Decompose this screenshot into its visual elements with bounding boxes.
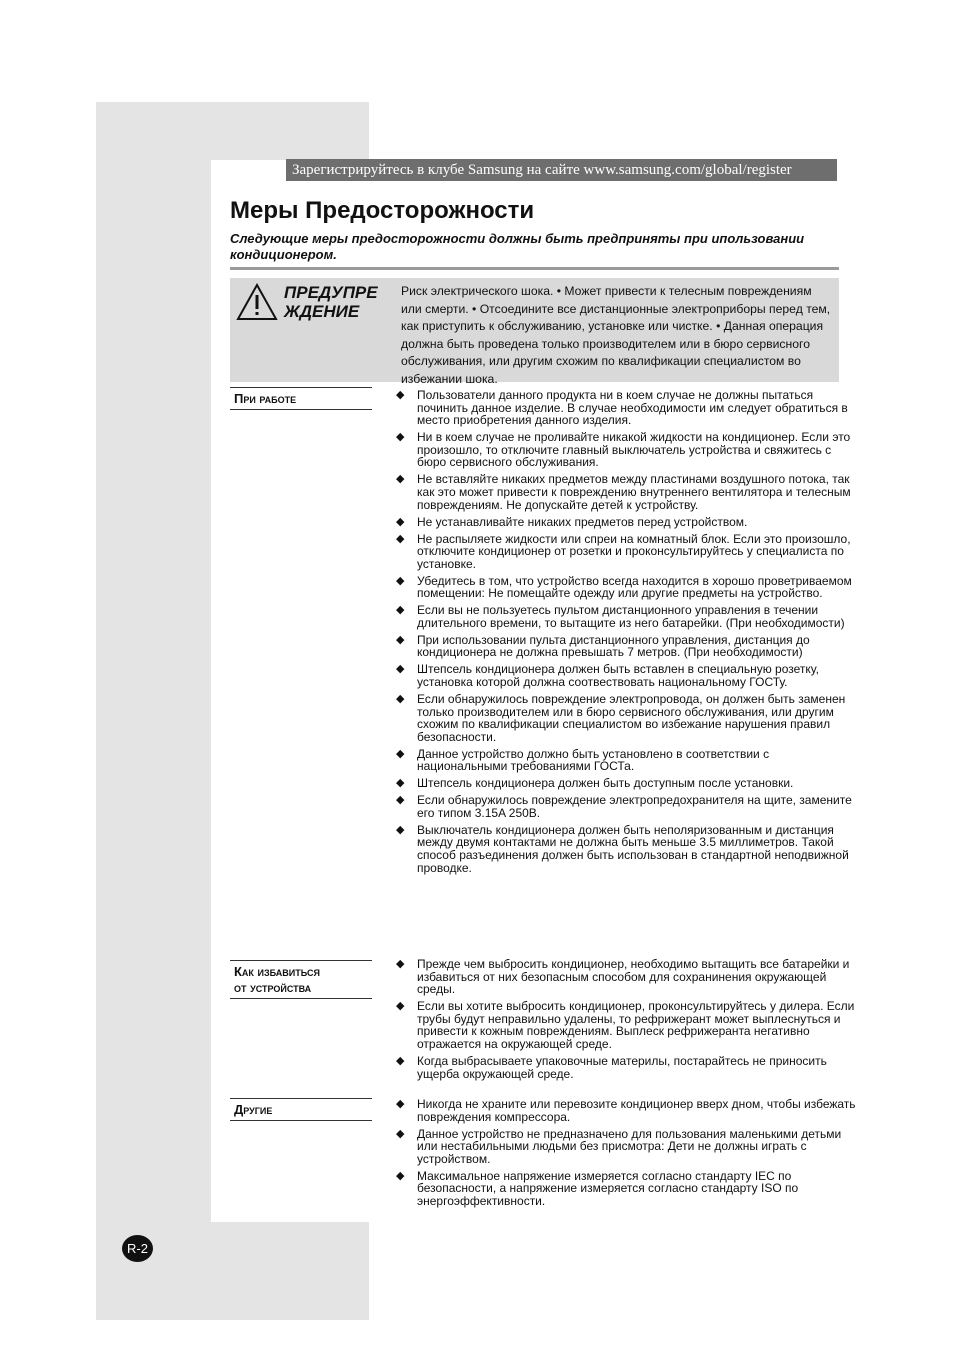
diamond-bullet-icon: ◆ [396, 1127, 405, 1140]
list-item [396, 748, 856, 773]
list-item [396, 1055, 856, 1080]
list-item-text: Штепсель кондиционера должен быть доступным после установки. [417, 776, 794, 791]
list-item [396, 777, 856, 790]
diamond-bullet-icon: ◆ [396, 692, 405, 705]
list-item-text: Ни в коем случае не проливайте никакой жидкости на кондиционер. Если это произошло, то отключите главный выключатель устройства и свяжитесь с бюро сервисного обслуживания. [417, 430, 851, 470]
diamond-bullet-icon: ◆ [396, 574, 405, 587]
other-list [396, 1098, 856, 1212]
section-heading-other: Другие [230, 1098, 372, 1121]
section-heading-disposal [230, 960, 372, 999]
list-item [396, 1170, 856, 1208]
page-subtitle: Следующие меры предосторожности должны быть предприняты при ипользовании кондиционером. [230, 231, 805, 262]
list-item [396, 794, 856, 819]
diamond-bullet-icon: ◆ [396, 747, 405, 760]
list-item-text: Прежде чем выбросить кондиционер, необходимо вытащить все батарейки и избавиться от них безопасным способом для сохранинения окружающей среды. [417, 957, 850, 997]
diamond-bullet-icon: ◆ [396, 473, 405, 486]
disposal-list [396, 958, 856, 1085]
list-item-text: Убедитесь в том, что устройство всегда находится в хорошо проветриваемом помещении: Не помещайте одежду или другие предметы на устройство. [417, 573, 852, 601]
warning-label-line2: ЖДЕНИЕ [284, 302, 360, 321]
diamond-bullet-icon: ◆ [396, 515, 405, 528]
diamond-bullet-icon: ◆ [396, 389, 405, 401]
list-item [396, 473, 856, 511]
list-item-text: Никогда не храните или перевозите кондиционер вверх дном, чтобы избежать повреждения компрессора. [417, 1097, 856, 1124]
list-item-text: Не устанавливайте никаких предметов перед устройством. [417, 514, 748, 529]
warning-label-line1: ПРЕДУПРЕ [284, 283, 378, 302]
list-item-text: Если вы не пользуетесь пультом дистанционного управления в течении длительного времени, то вытащите из него батарейки. (При необходимости) [417, 603, 845, 630]
page-title: Меры Предосторожности [230, 197, 535, 224]
list-item-text: При использовании пульта дистанционного управления, дистанция до кондиционера не должна превышать 7 метров. (При необходимости) [417, 632, 810, 660]
diamond-bullet-icon: ◆ [396, 663, 405, 676]
section-heading-disposal-line1: Как избавиться [234, 964, 320, 979]
operation-list [396, 389, 856, 879]
list-item-text: Если обнаружилось повреждение электропредохранителя на щите, замените его типом 3.15A 250B. [417, 793, 852, 820]
list-item [396, 604, 856, 629]
diamond-bullet-icon: ◆ [396, 532, 405, 545]
list-item-text: Не вставляйте никаких предметов между пластинами воздушного потока, так как это может привести к повреждению внутреннего вентилятора и телесным повреждениям. Не допускайте детей к устройству. [417, 472, 851, 512]
list-item-text: Выключатель кондиционера должен быть неполяризованным и дистанция между двумя контактами не должна быть меньше 3.5 миллиметров. Такой способ разъединения должен быть использован в стандартной неподвижной проводке. [417, 822, 849, 875]
list-item [396, 634, 856, 659]
list-item-text: Максимальное напряжение измеряется согласно стандарту IEC по безопасности, а напряжение измеряется согласно стандарту ISO по энергоэффективности. [417, 1168, 799, 1208]
list-item-text: Когда выбрасываете упаковочные материлы, постарайтесь не приносить ущерба окружающей среде. [417, 1053, 827, 1081]
register-banner: Зарегистрируйтесь в клубе Samsung на сайте www.samsung.com/global/register [286, 159, 837, 181]
list-item-text: Штепсель кондиционера должен быть вставлен в специальную розетку, установка которой должна соотвествовать национальному ГОСТу. [417, 662, 819, 689]
list-item-text: Не распыляете жидкости или спреи на комнатный блок. Если это произошло, отключите кондиционер от розетки и проконсультируйтесь у специалиста по установке. [417, 531, 851, 571]
section-heading-operation: При работе [230, 387, 372, 410]
list-item [396, 516, 856, 529]
diamond-bullet-icon: ◆ [396, 1000, 405, 1013]
list-item-text: Данное устройство не предназначено для пользования маленькими детьми или нестабильными людьми без присмотра: Дети не должны играть с устройством. [417, 1126, 842, 1166]
list-item-text: Если вы хотите выбросить кондиционер, проконсультируйтесь у дилера. Если трубы будут неправильно удалены, то рефрижерант может выплеснуться и привести к кожным повреждениям. Выплеск рефрижеранта негативно отражается на окружающей среде. [417, 999, 855, 1051]
gray-margin-left [96, 102, 211, 1320]
list-item-text: Если обнаружилось повреждение электропровода, он должен быть заменен только производителем или в бюро сервисного обслуживания, или другим схожим по квалификации специалистом во избежание нарушения правил безопасности. [417, 691, 846, 744]
section-heading-disposal-line2: от устройства [234, 980, 312, 995]
diamond-bullet-icon: ◆ [396, 1169, 405, 1182]
diamond-bullet-icon: ◆ [396, 777, 405, 790]
list-item [396, 958, 856, 996]
diamond-bullet-icon: ◆ [396, 823, 405, 836]
list-item [396, 693, 856, 743]
list-item-text: Данное устройство должно быть установлено в соответствии с национальными требованиями ГОСТа. [417, 746, 770, 774]
list-item [396, 575, 856, 600]
list-item [396, 663, 856, 688]
diamond-bullet-icon: ◆ [396, 633, 405, 646]
list-item [396, 1098, 856, 1123]
warning-text: Риск электрического шока. • Может привести к телесным повреждениям или смерти. • Отсоедините все дистанционные электроприборы перед тем, как приступить к обслуживанию, установке или чистке. • Данная операция должна быть проведена только производителем или в бюро сервисного обслуживания, или другим схожим по квалификации специалистом во избежании шока. [401, 284, 831, 386]
diamond-bullet-icon: ◆ [396, 1054, 405, 1067]
list-item [396, 824, 856, 874]
diamond-bullet-icon: ◆ [396, 431, 405, 444]
list-item [396, 1128, 856, 1166]
list-item [396, 1000, 856, 1050]
page-number: R-2 [122, 1235, 153, 1262]
diamond-bullet-icon: ◆ [396, 604, 405, 617]
list-item-text: Пользователи данного продукта ни в коем случае не должны пытаться починить данное изделие. В случае необходимости им следует обратиться в место приобретения данного изделия. [417, 388, 848, 428]
warning-label [284, 283, 378, 321]
warning-triangle-icon [236, 283, 278, 321]
subtitle-divider [230, 267, 839, 270]
diamond-bullet-icon: ◆ [396, 1098, 405, 1110]
diamond-bullet-icon: ◆ [396, 958, 405, 970]
diamond-bullet-icon: ◆ [396, 794, 405, 807]
list-item [396, 389, 856, 427]
list-item [396, 533, 856, 571]
list-item [396, 431, 856, 469]
